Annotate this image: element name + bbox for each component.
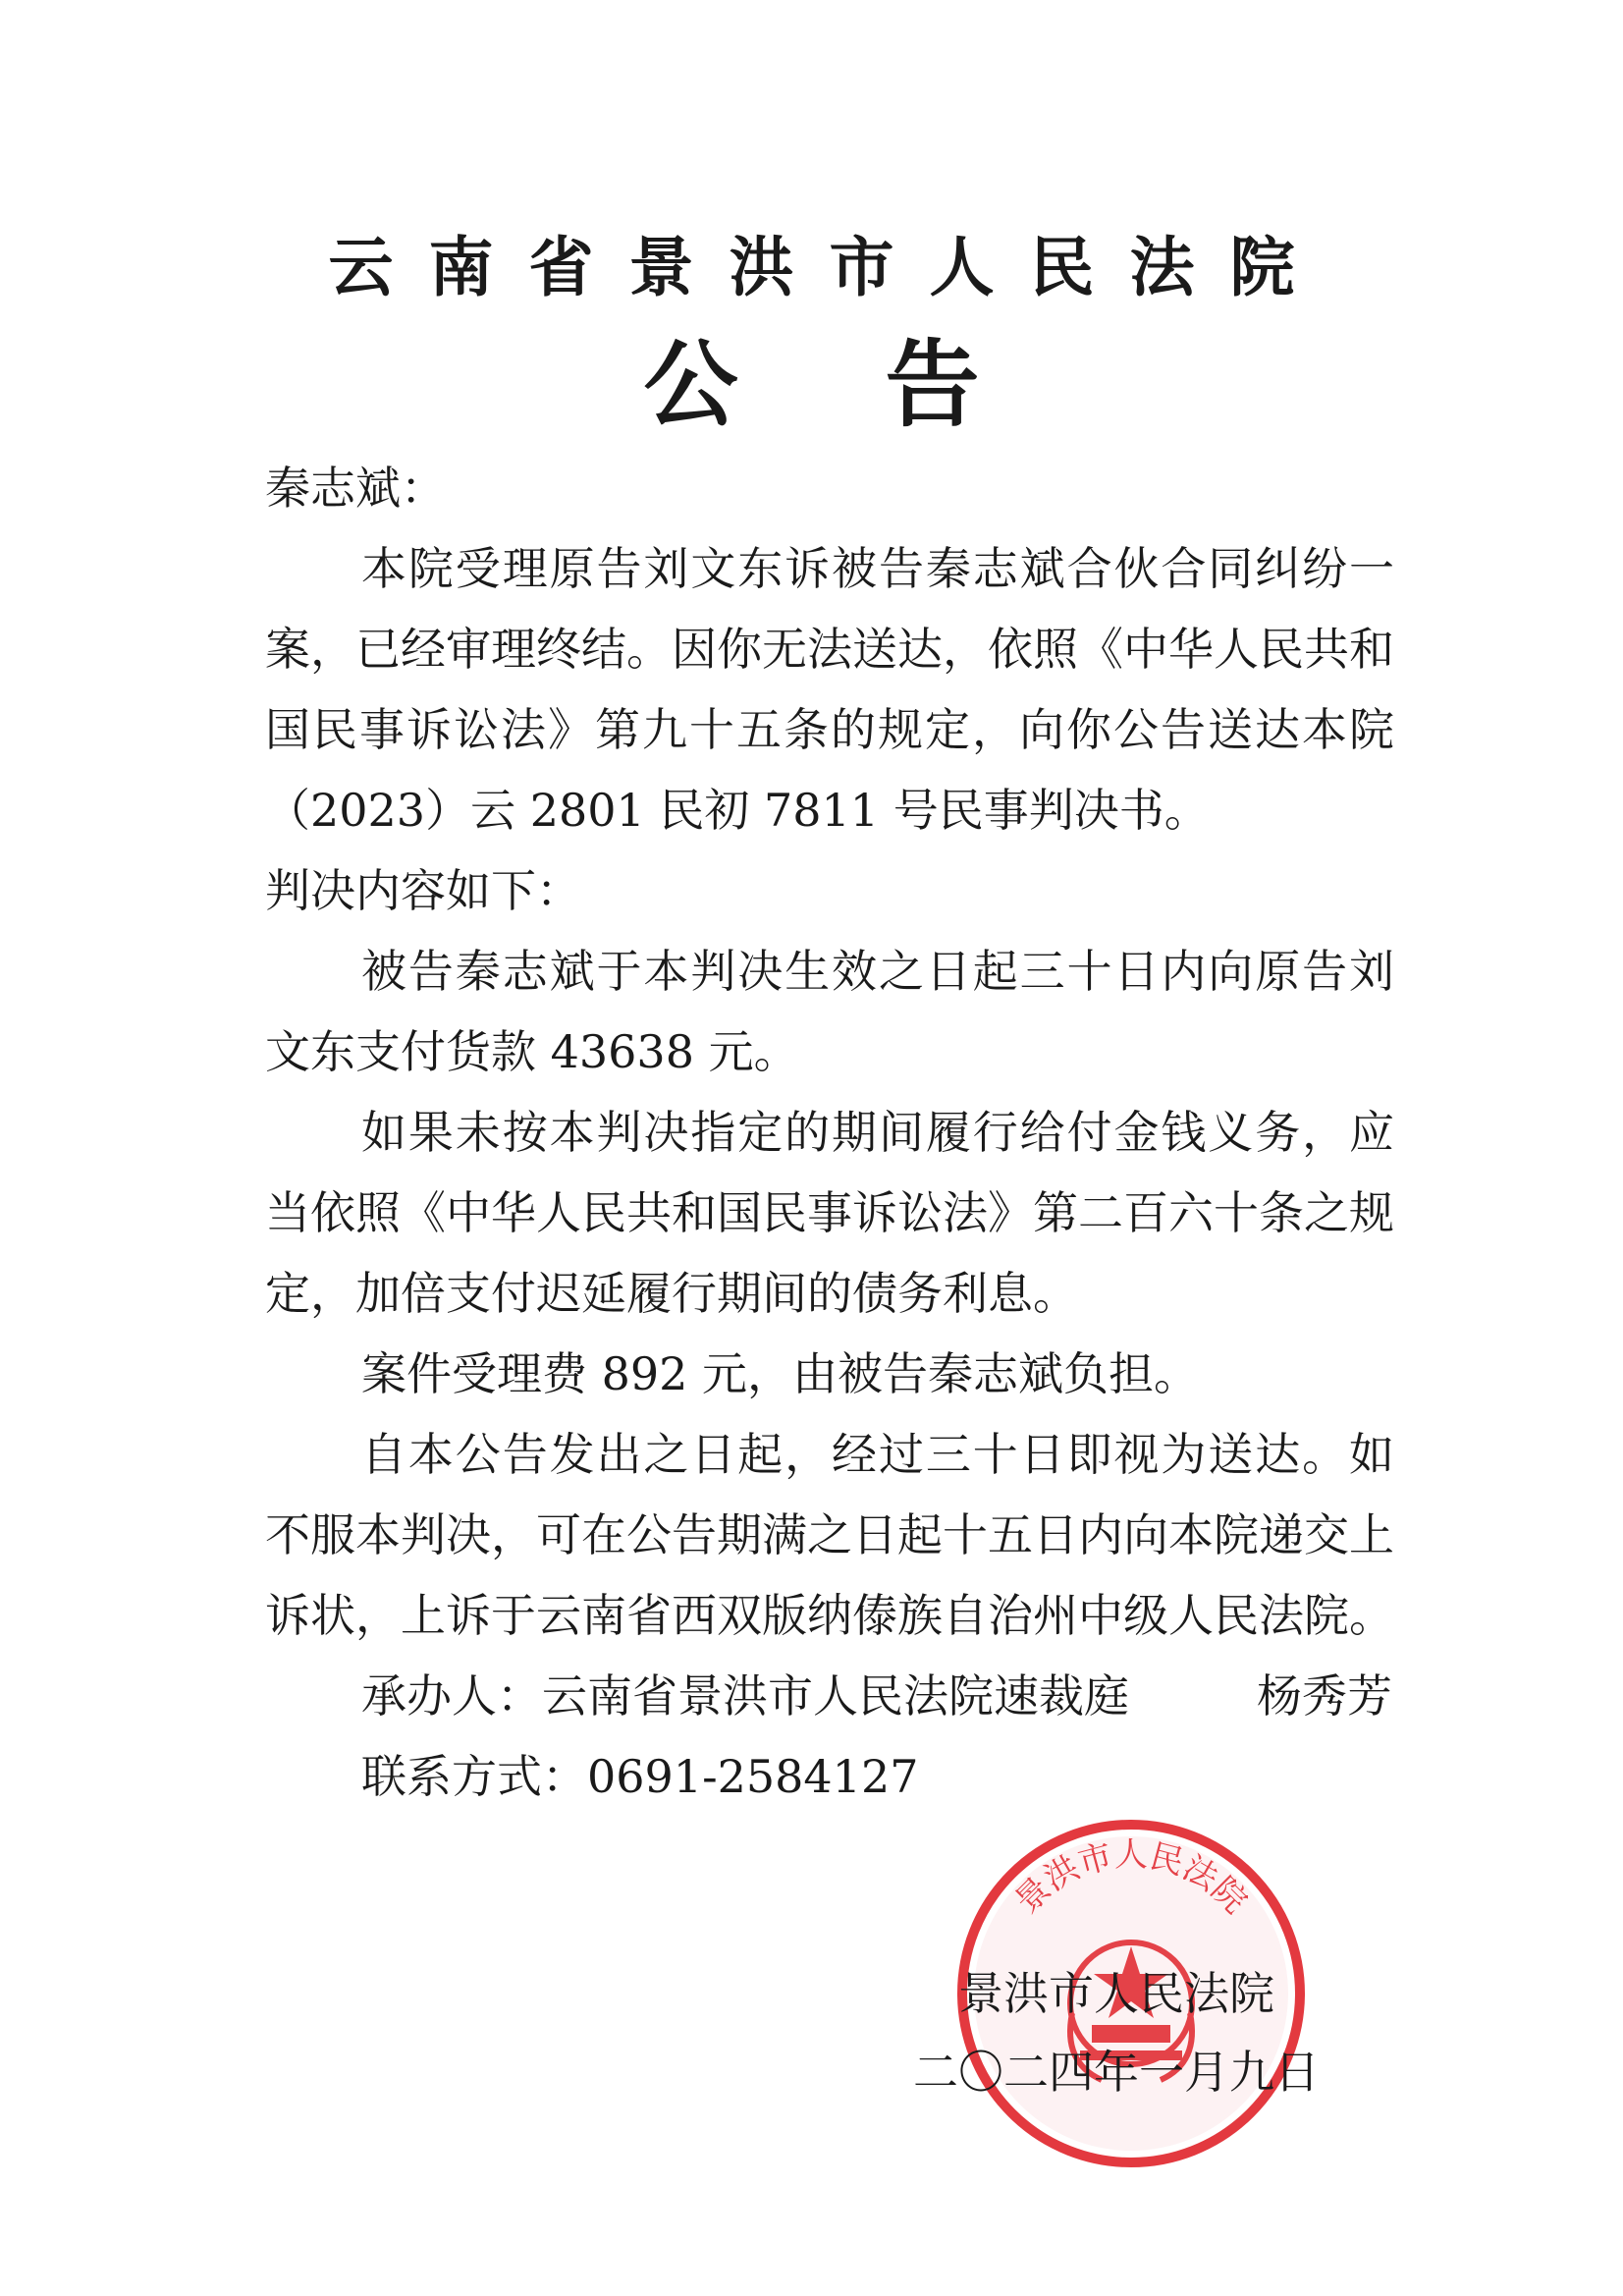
paragraph-late-payment: 如果未按本判决指定的期间履行给付金钱义务，应当依照《中华人民共和国民事诉讼法》第二百六十条之规定，加倍支付迟延履行期间的债务利息。 [265, 1106, 1394, 1320]
paragraph-case-intro: 本院受理原告刘文东诉被告秦志斌合伙合同纠纷一案，已经审理终结。因你无法送达，依照《中华人民共和国民事诉讼法》第九十五条的规定，向你公告送达本院（2023）云 2801 民初 7811 号民事判决书。 [265, 542, 1394, 837]
document-title: 公告 [643, 330, 1127, 440]
handler-line [361, 1656, 1129, 1736]
signature-court: 景洪市人民法院 [958, 1967, 1274, 2020]
seal-text: 景洪市人民法院 [1007, 1835, 1255, 1922]
announcement-body [265, 448, 1394, 1656]
phone-label: 联系方式： [361, 1750, 587, 1803]
court-name-heading: 云南省景洪市人民法院 [328, 230, 1330, 305]
handler-label: 承办人：云南省景洪市人民法院速裁庭 [361, 1669, 1129, 1722]
paragraph-judgment-lead: 判决内容如下： [265, 864, 581, 917]
phone-number: 0691-2584127 [587, 1750, 919, 1803]
contact-line [361, 1736, 918, 1817]
signature-date: 二〇二四年一月九日 [913, 2046, 1320, 2099]
paragraph-appeal-notice: 自本公告发出之日起，经过三十日即视为送达。如不服本判决，可在公告期满之日起十五日内向本院递交上诉状，上诉于云南省西双版纳傣族自治州中级人民法院。 [265, 1428, 1394, 1642]
paragraph-court-fee: 案件受理费 892 元，由被告秦志斌负担。 [361, 1347, 1200, 1400]
handler-name: 杨秀芳 [1257, 1669, 1392, 1722]
addressee: 秦志斌： [265, 462, 446, 515]
paragraph-judgment-item: 被告秦志斌于本判决生效之日起三十日内向原告刘文东支付货款 43638 元。 [265, 945, 1394, 1078]
